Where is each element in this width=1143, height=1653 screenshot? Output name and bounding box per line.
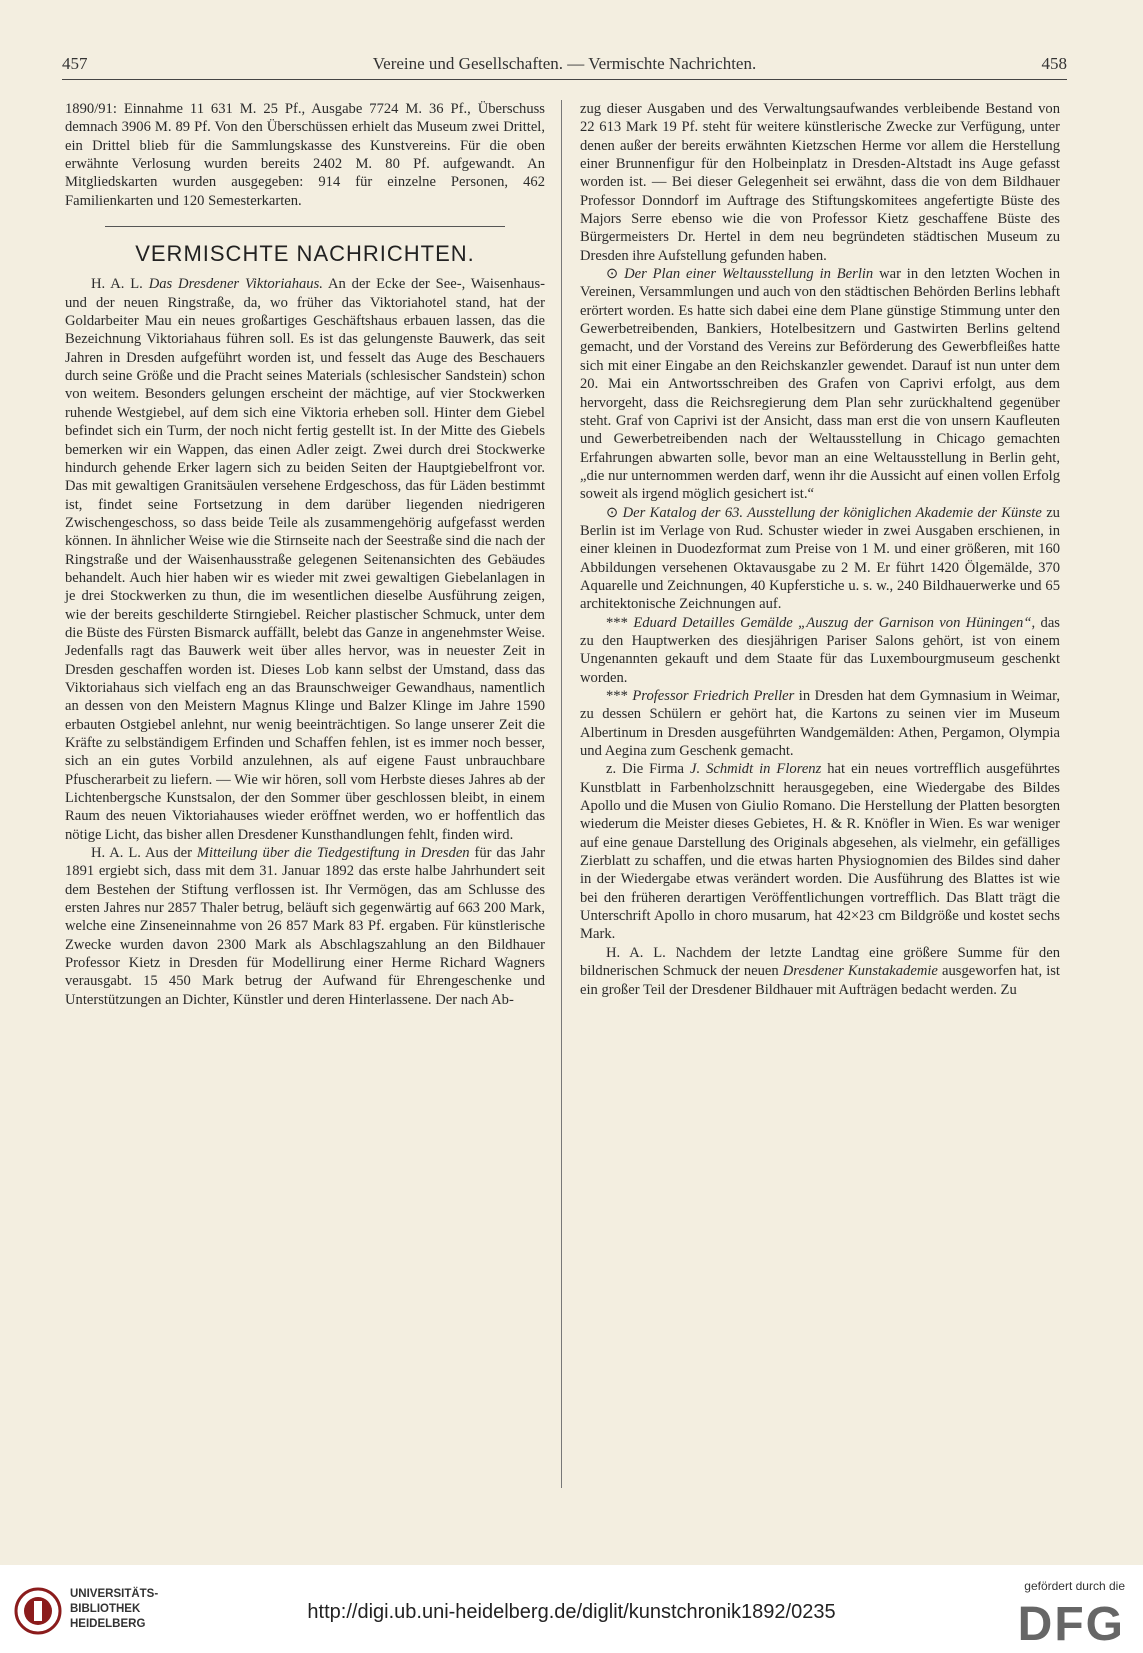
section-title: VERMISCHTE NACHRICHTEN.: [135, 241, 475, 267]
paragraph-viktoriahaus: H. A. L. Das Dresdener Viktoriahaus. An der Ecke der See-, Waisenhaus- und der neuen Ringstraße, da, wo früher das Viktoriahotel stand, hat der Goldarbeiter Mau ein neues großartiges Geschäftshaus erbauen lassen, das die Bezeichnung Viktoriahaus führen soll. Es ist das gelungenste Bauwerk, das seit Jahren in Dresden aufgeführt worden ist, und fesselt das Auge des Beschauers durch seine Größe und die Pracht seines Materials (schlesischer Sandstein) schon von weitem. Besonders gelungen erscheint der mächtige, auf vier Stockwerken ruhende Westgiebel, auf dem sich eine Viktoria erheben soll. Hinter dem Giebel befindet sich ein Turm, der noch nicht fertig gestellt ist. In der Mitte des Giebels bemerken wir ein Wappen, das einen Adler zeigt. Zwei durch drei Stockwerke hindurch gehende Erker lagern sich zu beiden Seiten der Hauptgiebelfront vor. Das mit gewaltigen Granitsäulen versehene Erdgeschoss, das für Läden bestimmt ist, findet seine Fortsetzung in dem darüber liegenden niedrigeren Zwischengeschoss, so dass beide Teile als zusammengehörig aufgefasst werden können. In ähnlicher Weise wie die Stirnseite nach der Seestraße sind die nach der Ringstraße und der Waisenhausstraße gelegenen Seitenansichten des Gebäudes behandelt. Auch hier haben wir es wieder mit zwei gewaltigen Giebelanlagen in je drei Stockwerken zu thun, die im wesentlichen dieselbe Ausführung zeigen, wie der bereits geschilderte Stirngiebel. Reicher plastischer Schmuck, unter dem die Büste des Fürsten Bismarck auffällt, belebt das Ganze in angenehmster Weise. Jedenfalls ragt das Bauwerk weit über alles hervor, was in neuester Zeit in Dresden geschaffen worden ist. Dieses Lob kann selbst der Umstand, dass das Viktoriahaus sich vielfach eng an das Braunschweiger Gewandhaus, namentlich an dessen von den Meistern Magnus Klinge und Balzer Klinge im Jahre 1590 erbauten Ostgiebel anlehnt, nur wenig beeinträchtigen. So lange unserer Zeit die Kräfte zu selbständigem Erfinden und Schaffen fehlen, ist es immer noch besser, sich an ein gutes Vorbild anzulehnen, als auf eigene Faust unbrauchbare Pfuscherarbeit zu liefern. — Wie wir hören, soll vom Herbste dieses Jahres ab der Lichtenbergsche Kunstsalon, der den Sommer über geschlossen bleibt, in einem Raum des neuen Viktoriahauses wieder eröffnet werden, wo er hoffentlich das nötige Licht, das bisher allen Dresdener Kunsthandlungen fehlt, finden wird.: [65, 276, 546, 843]
running-title: Vereine und Gesellschaften. — Vermischte Nachrichten.: [372, 54, 757, 73]
sponsor-label: gefördert durch die: [1024, 1579, 1125, 1593]
header-rule: [62, 79, 1067, 80]
paragraph-preller: *** Professor Friedrich Preller in Dresden hat dem Gymnasium in Weimar, zu dessen Schülern er gehört hat, die Kartons zu seinen vier im Museum Albertinum in Dresden ausgeführten Wandgemälden: Athen, Pergamon, Olympia und Aegina zum Geschenk gemacht.: [580, 688, 1060, 760]
paragraph-weltausstellung: ⊙ Der Plan einer Weltausstellung in Berlin war in den letzten Wochen in Vereinen, Versammlungen und auch von den städtischen Behörden Berlins lebhaft erörtert worden. Es hatte sich dabei eine dem Plane günstige Stimmung unter den Gewerbetreibenden, Bankiers, Hotelbesitzern und Gastwirten Berlins geltend gemacht, und der Vorstand des Vereins zur Beförderung des Gewerbfleißes hatte sich mit einer Eingabe an den Reichskanzler gewendet. Darauf ist nun unter dem 20. Mai ein Antwortsschreiben des Grafen von Caprivi erfolgt, aus dem hervorgeht, dass die Reichsregierung dem Plan sehr zurückhaltend gegenüber steht. Graf von Caprivi ist der Ansicht, dass man erst die von unsern Kaufleuten und Gewerbetreibenden nach der Weltausstellung in Chicago gemachten Erfahrungen abwarten solle, bevor man an eine Weltausstellung in Berlin geht, „die nur unternommen werden darf, wenn ihr die Aussicht auf einen vollen Erfolg soweit als irgend möglich gesichert ist.“: [580, 266, 1060, 503]
paragraph-tiedgestiftung: H. A. L. Aus der Mitteilung über die Tiedgestiftung in Dresden für das Jahr 1891 ergiebt sich, dass mit dem 31. Januar 1892 das erste halbe Jahrhundert seit dem Bestehen der Stiftung verflossen ist. Ihr Vermögen, das am Schlusse des ersten Jahres nur 2857 Thaler betrug, beläuft sich gegenwärtig auf 663 200 Mark, welche eine Zinseneinnahme von 26 857 Mark 83 Pf. ergaben. Für künstlerische Zwecke wurden davon 2300 Mark als Abschlagszahlung an den Bildhauer Professor Kietz in Dresden für Modellirung einer Herme Richard Wagners verausgabt. 15 450 Mark betrug der Aufwand für Ehrengeschenke und Unterstützungen an Dichter, Künstler und deren Hinterlassene. Der nach Ab-: [65, 845, 546, 1008]
dfg-logo: DFG: [1017, 1598, 1125, 1651]
left-column: [65, 100, 545, 1009]
library-name: UNIVERSITÄTS- BIBLIOTHEK HEIDELBERG: [70, 1588, 159, 1630]
page-number-left: 457: [62, 54, 88, 73]
paragraph-finance: 1890/91: Einnahme 11 631 M. 25 Pf., Ausgabe 7724 M. 36 Pf., Überschuss demnach 3906 M. 89 Pf. Von den Überschüssen erhielt das Museum zwei Drittel, ein Drittel blieb für die Sammlungskasse des Kunstvereins. Für die oben erwähnte Verlosung wurden bereits 2402 M. 80 Pf. aufgewandt. An Mitgliedskarten wurden ausgegeben: 914 für einzelne Personen, 462 Familienkarten und 120 Semesterkarten.: [65, 101, 545, 209]
section-separator: [105, 226, 505, 227]
paragraph-katalog: ⊙ Der Katalog der 63. Ausstellung der königlichen Akademie der Künste zu Berlin ist im Verlage von Rud. Schuster wieder in zwei Ausgaben erschienen, in einer kleinen in Duodezformat zum Preise von 1 M. und einer größeren, mit 160 Abbildungen versehenen Oktavausgabe zu 2 M. Er führt 1420 Ölgemälde, 370 Aquarelle und Zeichnungen, 40 Kupferstiche u. s. w., 240 Bildhauerwerke und 65 architektonische Zeichnungen auf.: [580, 504, 1060, 613]
running-header: [62, 54, 1067, 80]
paragraph-schmidt: z. Die Firma J. Schmidt in Florenz hat ein neues vortrefflich ausgeführtes Kunstblatt in Farbenholzschnitt herausgegeben, eine Wiedergabe des Bildes Apollo und die Musen von Giulio Romano. Die Herstellung der Platten besorgten wiederum die Meister dieses Gebietes, H. & R. Knöfler in Wien. Es war weniger auf eine genaue Darstellung des Originals abgesehen, als vielmehr, ein gefälliges Zierblatt zu schaffen, und die etwas harten Physiognomien des Bildes sind daher in der Wiedergabe etwas verändert worden. Die Ausführung des Blattes ist wie bei den früheren derartigen Veröffentlichungen vortrefflich. Das Blatt trägt die Unterschrift Apollo in choro musarum, hat 42×23 cm Bildgröße und kostet sechs Mark.: [580, 761, 1060, 943]
permalink-url[interactable]: http://digi.ub.uni-heidelberg.de/diglit/kunstchronik1892/0235: [307, 1601, 836, 1623]
viewer-footer: [0, 1565, 1143, 1653]
column-divider: [561, 100, 562, 1488]
page-number-right: 458: [1041, 54, 1067, 73]
paragraph-detaille: *** Eduard Detailles Gemälde „Auszug der Garnison von Hüningen“, das zu den Hauptwerken des diesjährigen Pariser Salons gehört, ist von einem Ungenannten gekauft und dem Staate für das Luxembourgmuseum geschenkt worden.: [580, 614, 1060, 686]
paragraph-continuation: zug dieser Ausgaben und des Verwaltungsaufwandes verbleibende Bestand von 22 613 Mark 19 Pf. steht für weitere künstlerische Zwecke zur Verfügung, unter denen außer der bereits erwähnten Kietzschen Herme vor allem die Herstellung einer Brunnenfigur für den Holbeinplatz in Dresden-Altstadt ins Auge gefasst worden ist. — Bei dieser Gelegenheit sei erwähnt, dass die von dem Bildhauer Professor Donndorf im Auftrage des Stiftungskomitees angefertigte Büste des Majors Serre ebenso wie die von Professor Kietz geschaffene Büste des Bürgermeisters Dr. Hertel in dem neu begründeten städtischen Museum zu Dresden ihre Aufstellung gefunden haben.: [580, 101, 1060, 264]
right-column: [580, 100, 1060, 999]
paragraph-kunstakademie: H. A. L. Nachdem der letzte Landtag eine größere Summe für den bildnerischen Schmuck der neuen Dresdener Kunstakademie ausgeworfen hat, ist ein großer Teil der Dresdener Bildhauer mit Aufträgen bedacht werden. Zu: [580, 944, 1060, 998]
